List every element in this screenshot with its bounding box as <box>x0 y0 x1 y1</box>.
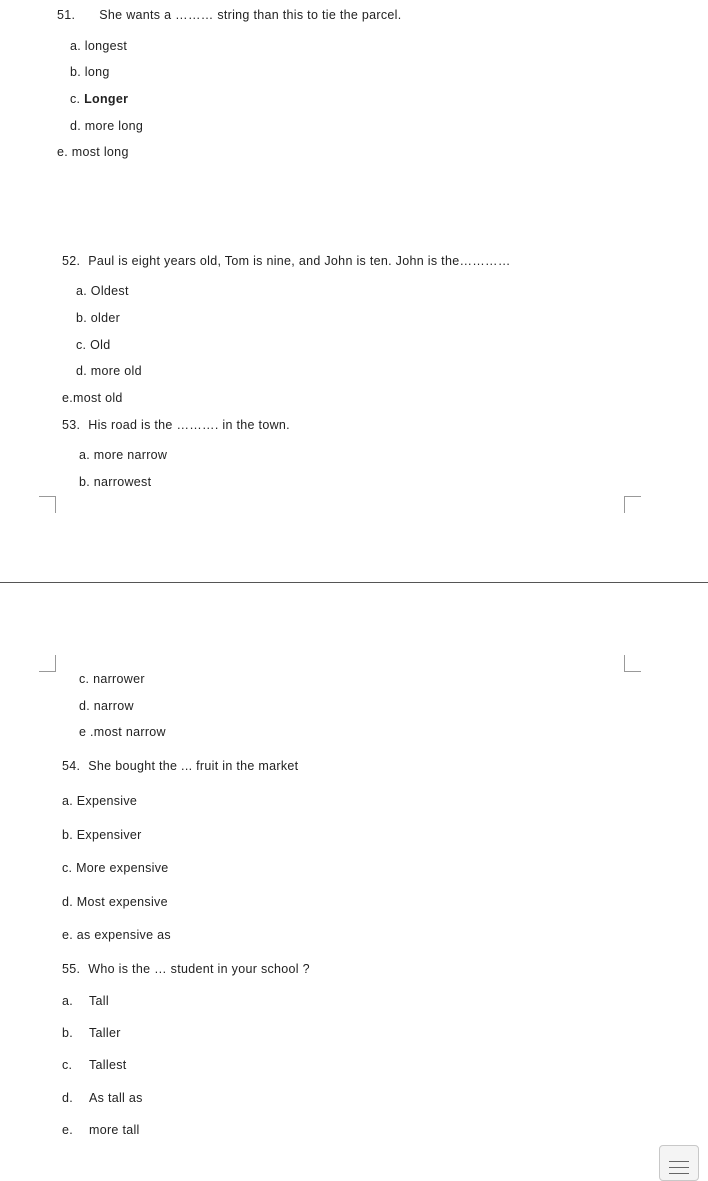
option-a: a. longest <box>70 39 128 53</box>
option-d: As tall as <box>89 1091 143 1105</box>
option-label: c. <box>70 92 81 106</box>
option-b-letter: b. <box>62 1026 74 1040</box>
option-e: e .most narrow <box>79 725 166 739</box>
option-c-letter: c. <box>62 1058 73 1072</box>
option-b: Taller <box>89 1026 121 1040</box>
option-a: a. Oldest <box>76 284 129 298</box>
option-d: d. Most expensive <box>62 895 168 909</box>
option-b: b. narrowest <box>79 475 152 489</box>
option-d: d. more long <box>70 119 144 133</box>
option-c: Tallest <box>89 1058 127 1072</box>
question-number: 54. <box>62 759 81 773</box>
option-e: e.most old <box>62 391 123 405</box>
option-a-letter: a. <box>62 994 74 1008</box>
page-corner-mark-bottom-right <box>624 655 641 672</box>
question-number: 52. <box>62 254 81 268</box>
page-break-divider <box>0 582 708 583</box>
option-e-letter: e. <box>62 1123 74 1137</box>
option-c: c. Old <box>76 338 111 352</box>
option-c <box>70 91 128 107</box>
question-text: She wants a ……… string than this to tie the parcel. <box>99 8 402 22</box>
option-d: d. narrow <box>79 699 134 713</box>
option-e: e. as expensive as <box>62 928 171 942</box>
question-number: 51. <box>57 8 76 22</box>
option-b: b. Expensiver <box>62 828 142 842</box>
option-b: b. long <box>70 65 110 79</box>
question-53 <box>62 417 290 433</box>
option-e: more tall <box>89 1123 140 1137</box>
option-c: c. More expensive <box>62 861 169 875</box>
question-text: His road is the ………. in the town. <box>88 418 290 432</box>
page-corner-mark-bottom-left <box>39 655 56 672</box>
question-52 <box>62 253 511 269</box>
question-54 <box>62 758 298 774</box>
question-number: 55. <box>62 962 81 976</box>
question-text: Paul is eight years old, Tom is nine, and John is ten. John is the………… <box>88 254 511 268</box>
option-answer: Longer <box>84 92 129 106</box>
option-b: b. older <box>76 311 121 325</box>
page-corner-mark-top-right <box>624 496 641 513</box>
option-a: a. Expensive <box>62 794 138 808</box>
option-e: e. most long <box>57 145 129 159</box>
question-51 <box>57 7 402 23</box>
option-d: d. more old <box>76 364 142 378</box>
option-d-letter: d. <box>62 1091 74 1105</box>
question-text: Who is the … student in your school ? <box>88 962 310 976</box>
option-c: c. narrower <box>79 672 145 686</box>
question-55 <box>62 961 310 977</box>
question-text: She bought the ... fruit in the market <box>88 759 299 773</box>
option-a: a. more narrow <box>79 448 168 462</box>
question-number: 53. <box>62 418 81 432</box>
option-a: Tall <box>89 994 109 1008</box>
page-corner-mark-top-left <box>39 496 56 513</box>
